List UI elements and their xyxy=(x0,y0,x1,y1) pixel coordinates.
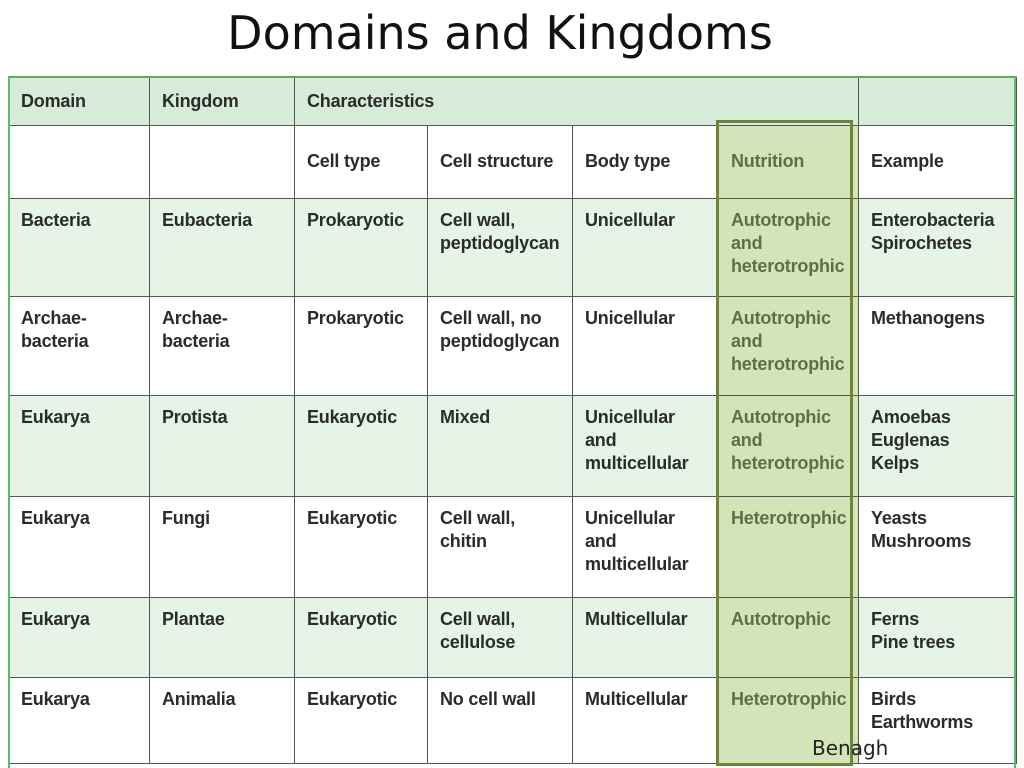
cell-kingdom: Archae- bacteria xyxy=(150,296,295,395)
table-row xyxy=(9,395,1017,496)
table-body xyxy=(9,198,1017,763)
domains-kingdoms-table xyxy=(8,76,1017,764)
cell-example: Enterobacteria Spirochetes xyxy=(859,198,1017,296)
header-characteristics: Characteristics xyxy=(295,77,859,125)
cell-nutrition: Heterotrophic xyxy=(719,496,859,597)
cell-nutrition: Autotrophic and heterotrophic xyxy=(719,395,859,496)
header-sub-blank-kingdom xyxy=(150,125,295,198)
cell-body-type: Unicellular and multicellular xyxy=(573,395,719,496)
header-cell-structure: Cell structure xyxy=(428,125,573,198)
cell-kingdom: Animalia xyxy=(150,677,295,763)
cell-kingdom: Fungi xyxy=(150,496,295,597)
cell-cell-structure: Cell wall, chitin xyxy=(428,496,573,597)
cell-domain: Eukarya xyxy=(9,597,150,677)
cell-cell-type: Eukaryotic xyxy=(295,496,428,597)
cell-domain: Bacteria xyxy=(9,198,150,296)
cell-nutrition: Autotrophic and heterotrophic xyxy=(719,198,859,296)
cell-kingdom: Eubacteria xyxy=(150,198,295,296)
cell-domain: Archae- bacteria xyxy=(9,296,150,395)
table-row xyxy=(9,296,1017,395)
cell-cell-type: Eukaryotic xyxy=(295,395,428,496)
cell-body-type: Unicellular xyxy=(573,198,719,296)
cell-cell-structure: Mixed xyxy=(428,395,573,496)
cell-nutrition: Heterotrophic xyxy=(719,677,859,763)
header-row-sub xyxy=(9,125,1017,198)
cell-example: Birds Earthworms xyxy=(859,677,1017,763)
slide-title: Domains and Kingdoms xyxy=(227,6,773,60)
cell-kingdom: Plantae xyxy=(150,597,295,677)
header-sub-blank-domain xyxy=(9,125,150,198)
cell-domain: Eukarya xyxy=(9,677,150,763)
cell-example: Amoebas Euglenas Kelps xyxy=(859,395,1017,496)
header-kingdom: Kingdom xyxy=(150,77,295,125)
cell-body-type: Unicellular xyxy=(573,296,719,395)
cell-example: Methanogens xyxy=(859,296,1017,395)
header-blank xyxy=(859,77,1017,125)
header-row-top xyxy=(9,77,1017,125)
cell-cell-structure: Cell wall, no peptidoglycan xyxy=(428,296,573,395)
cell-example: Yeasts Mushrooms xyxy=(859,496,1017,597)
header-nutrition: Nutrition xyxy=(719,125,859,198)
table-row xyxy=(9,496,1017,597)
cell-cell-type: Eukaryotic xyxy=(295,597,428,677)
cell-nutrition: Autotrophic xyxy=(719,597,859,677)
cell-cell-structure: Cell wall, peptidoglycan xyxy=(428,198,573,296)
cell-body-type: Multicellular xyxy=(573,677,719,763)
header-example: Example xyxy=(859,125,1017,198)
header-body-type: Body type xyxy=(573,125,719,198)
cell-domain: Eukarya xyxy=(9,496,150,597)
cell-cell-type: Prokaryotic xyxy=(295,198,428,296)
cell-cell-type: Prokaryotic xyxy=(295,296,428,395)
header-cell-type: Cell type xyxy=(295,125,428,198)
table-row xyxy=(9,198,1017,296)
credit-text: Benagh xyxy=(812,736,889,760)
cell-example: Ferns Pine trees xyxy=(859,597,1017,677)
cell-domain: Eukarya xyxy=(9,395,150,496)
cell-cell-structure: No cell wall xyxy=(428,677,573,763)
cell-body-type: Unicellular and multicellular xyxy=(573,496,719,597)
table-row xyxy=(9,597,1017,677)
cell-nutrition: Autotrophic and heterotrophic xyxy=(719,296,859,395)
cell-body-type: Multicellular xyxy=(573,597,719,677)
cell-cell-type: Eukaryotic xyxy=(295,677,428,763)
cell-cell-structure: Cell wall, cellulose xyxy=(428,597,573,677)
header-domain: Domain xyxy=(9,77,150,125)
cell-kingdom: Protista xyxy=(150,395,295,496)
